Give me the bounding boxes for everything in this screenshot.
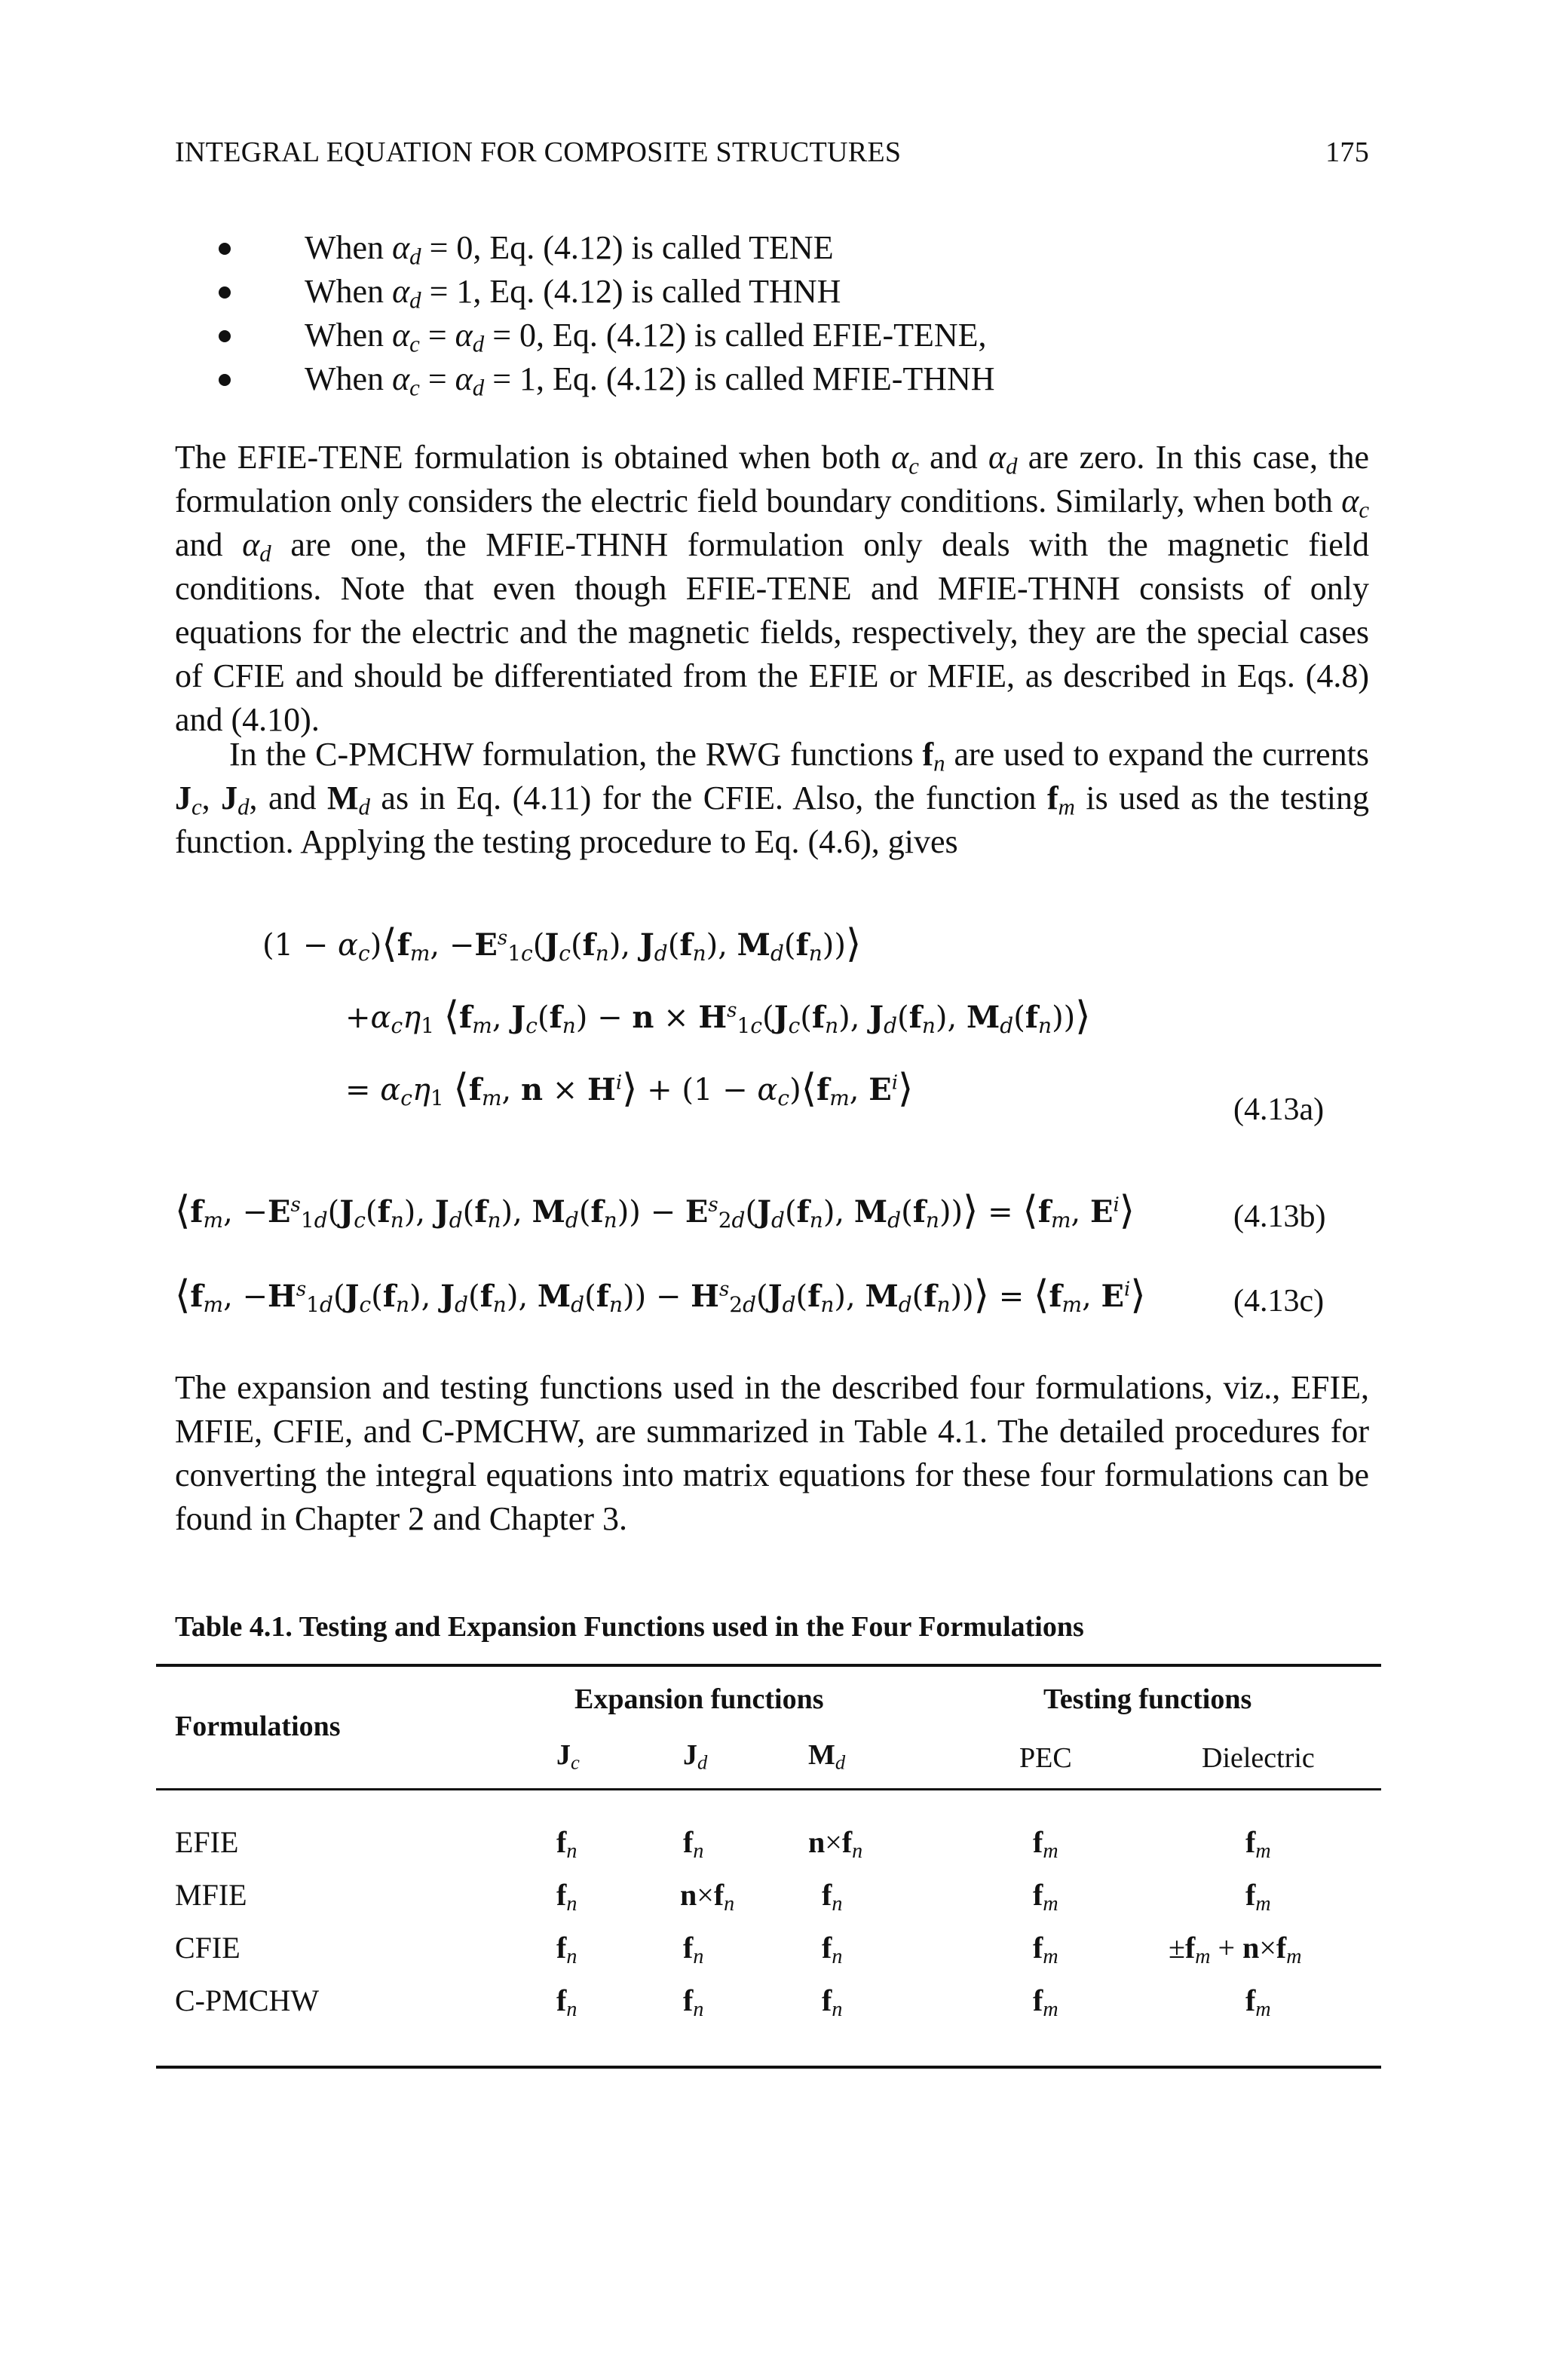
cell-efie-dielectric: $f_m$	[1245, 1825, 1271, 1863]
bullet-item: When $\alpha_c = \alpha_d = 1$, Eq. (4.12) is called MFIE-THNH	[219, 357, 1349, 401]
row-name-efie: EFIE	[175, 1825, 239, 1859]
paragraph-cpmchw: In the C-PMCHW formulation, the RWG functions $f_n$ are used to expand the currents $J_c$, $J_d$, and $M_d$ as in Eq. (4.11) for the CFIE. Also, the function $f_m$ is used as the testing function. Applying the testing procedure to Eq. (4.6), gives	[175, 736, 1369, 860]
subheader-jd: $J_d$	[683, 1739, 708, 1774]
equation-4-13b: $⟨f_m$, $-E^s_{1d}(J_c(f_n)$, $J_d(f_n)$, $M_d(f_n)) - E^s_{2d}(J_d(f_n)$, $M_d(f_n))⟩$ = $⟨f_m$, $E^i⟩$	[175, 1188, 1135, 1233]
row-name-mfie: MFIE	[175, 1878, 247, 1912]
cell-cfie-md: $f_n$	[822, 1931, 843, 1968]
cell-cpmchw-dielectric: $f_m$	[1245, 1983, 1271, 2021]
equation-number-4-13a: (4.13a)	[1233, 1092, 1325, 1127]
cell-cfie-jd: $f_n$	[683, 1931, 704, 1968]
subheader-md: $M_d$	[808, 1739, 846, 1774]
cell-efie-jc: $f_n$	[556, 1825, 577, 1863]
cell-efie-pec: $f_m$	[1033, 1825, 1058, 1863]
equation-number-4-13c: (4.13c)	[1233, 1284, 1325, 1319]
cell-mfie-jd: $n\times f_n$	[680, 1878, 735, 1916]
header-expansion-functions: Expansion functions	[574, 1683, 824, 1715]
cell-cfie-dielectric: $\pm f_m + n\times f_m$	[1169, 1931, 1302, 1968]
bullet-icon	[219, 330, 231, 342]
cell-mfie-pec: $f_m$	[1033, 1878, 1058, 1916]
cell-cpmchw-md: $f_n$	[822, 1983, 843, 2021]
cell-cfie-jc: $f_n$	[556, 1931, 577, 1968]
subheader-dielectric: Dielectric	[1202, 1742, 1315, 1774]
bullet-item: When $\alpha_d = 0$, Eq. (4.12) is called TENE	[219, 226, 1349, 270]
cell-cpmchw-pec: $f_m$	[1033, 1983, 1058, 2021]
cell-mfie-jc: $f_n$	[556, 1878, 577, 1916]
page-number: 175	[1325, 136, 1369, 168]
cell-cfie-pec: $f_m$	[1033, 1931, 1058, 1968]
equation-4-13a-line2: $+\alpha_c\eta_1$ $⟨f_m$, $J_c(f_n) - n \times H^s_{1c}(J_c(f_n)$, $J_d(f_n)$, $M_d(f_n))⟩$	[345, 994, 1091, 1039]
row-name-cpmchw: C-PMCHW	[175, 1983, 320, 2017]
equation-4-13a-line1: $(1 - \alpha_c)⟨f_m$, $-E^s_{1c}(J_c(f_n)$, $J_d(f_n)$, $M_d(f_n))⟩$	[262, 921, 862, 966]
chapter-running-title: INTEGRAL EQUATION FOR COMPOSITE STRUCTURES	[175, 136, 902, 168]
equation-4-13c: $⟨f_m$, $-H^s_{1d}(J_c(f_n)$, $J_d(f_n)$, $M_d(f_n)) - H^s_{2d}(J_d(f_n)$, $M_d(f_n))⟩$ = $⟨f_m$, $E^i⟩$	[175, 1273, 1146, 1318]
bullet-list	[219, 226, 1349, 401]
bullet-icon	[219, 286, 231, 299]
cell-mfie-dielectric: $f_m$	[1245, 1878, 1271, 1916]
bullet-icon	[219, 243, 231, 255]
cell-cpmchw-jc: $f_n$	[556, 1983, 577, 2021]
subheader-pec: PEC	[1019, 1742, 1072, 1774]
bullet-item: When $\alpha_d = 1$, Eq. (4.12) is called THNH	[219, 270, 1349, 314]
table-bottom-rule	[156, 2066, 1381, 2069]
paragraph-formulations: The EFIE-TENE formulation is obtained when both $\alpha_c$ and $\alpha_d$ are zero. In this case, the formulation only considers the electric field boundary conditions. Similarly, when both $\alpha_c$ and $\alpha_d$ are one, the MFIE-THNH formulation only deals with the magnetic field conditions. Note that even though EFIE-TENE and MFIE-THNH consists of only equations for the electric and the magnetic fields, respectively, they are the special cases of CFIE and should be differentiated from the EFIE or MFIE, as described in Eqs. (4.8) and (4.10).	[175, 439, 1370, 738]
cell-efie-md: $n\times f_n$	[808, 1825, 863, 1863]
table-caption: Table 4.1. Testing and Expansion Functions used in the Four Formulations	[175, 1611, 1084, 1643]
table-top-rule	[156, 1664, 1381, 1667]
running-head	[175, 136, 1369, 181]
bullet-icon	[219, 374, 231, 386]
cell-mfie-md: $f_n$	[822, 1878, 843, 1916]
paragraph-summary: The expansion and testing functions used in the described four formulations, viz., EFIE, MFIE, CFIE, and C-PMCHW, are summarized in Table 4.1. The detailed procedures for converting the integral equations into matrix equations for these four formulations can be found in Chapter 2 and Chapter 3.	[175, 1369, 1369, 1537]
equation-4-13a-line3: = $\alpha_c\eta_1$ $⟨f_m$, $n \times H^i⟩ + (1$ − $\alpha_c)⟨f_m$, $E^i⟩$	[345, 1066, 914, 1111]
header-formulations: Formulations	[175, 1711, 341, 1742]
subheader-jc: $J_c$	[556, 1739, 580, 1774]
row-name-cfie: CFIE	[175, 1931, 240, 1965]
equation-number-4-13b: (4.13b)	[1233, 1199, 1326, 1234]
bullet-item: When $\alpha_c = \alpha_d = 0$, Eq. (4.12) is called EFIE-TENE,	[219, 314, 1349, 357]
header-testing-functions: Testing functions	[1043, 1683, 1252, 1715]
table-header-rule	[156, 1788, 1381, 1790]
cell-cpmchw-jd: $f_n$	[683, 1983, 704, 2021]
cell-efie-jd: $f_n$	[683, 1825, 704, 1863]
